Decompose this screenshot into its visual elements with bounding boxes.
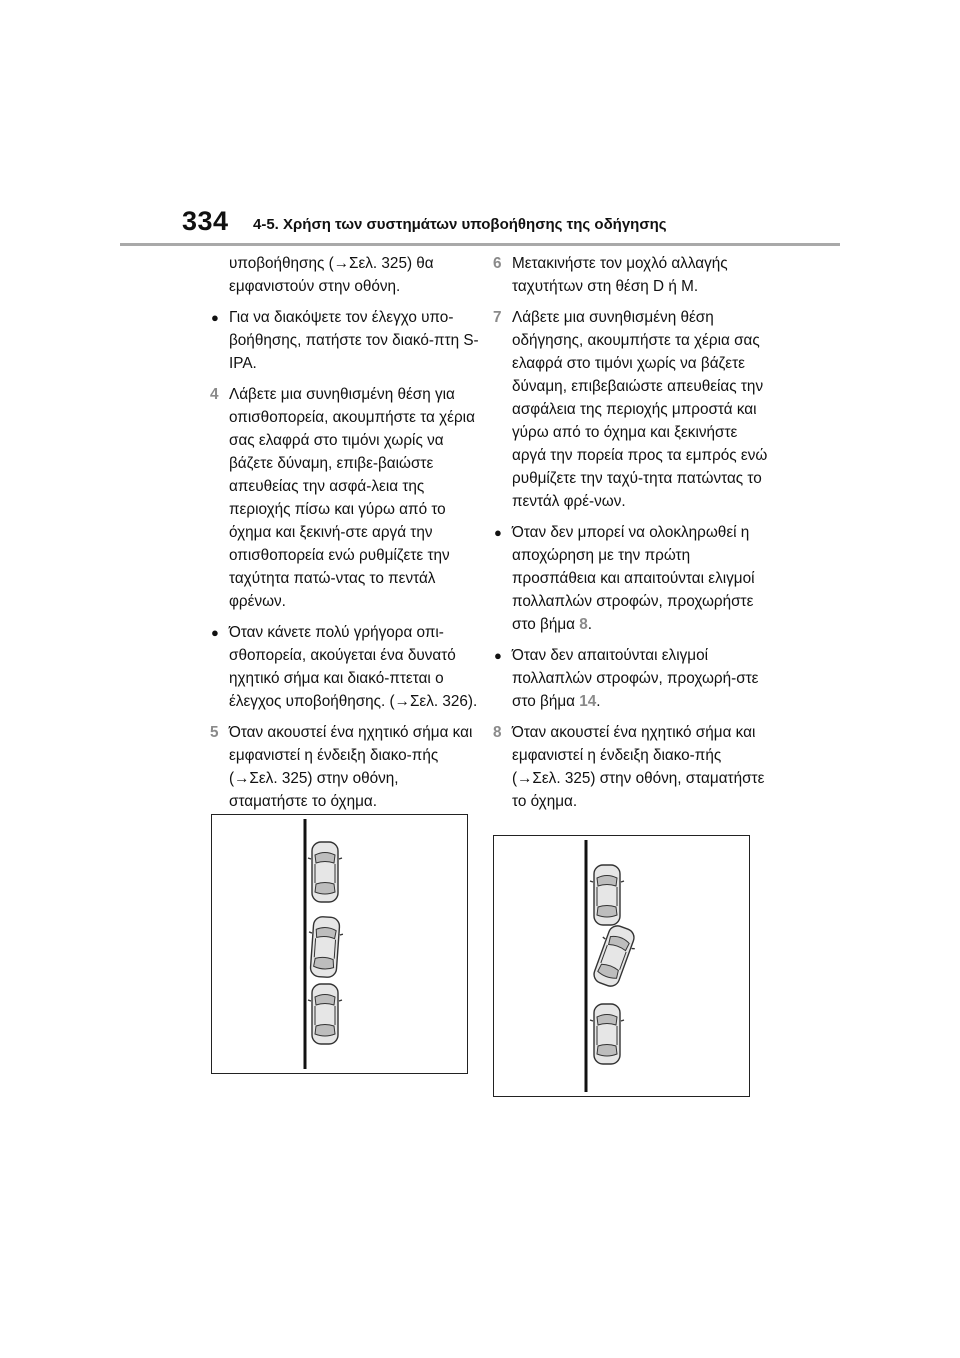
page-reference-arrow: → [234, 770, 250, 787]
step-4: 4 Λάβετε μια συνηθισμένη θέση για οπισθοπορεία, ακουμπήστε τα χέρια σας ελαφρά στο τιμόνι χωρίς να βάζετε δύναμη, επιβε-βαιώστε απευθείας την ασφά-λεια της περιοχής πίσω και γύρω από το όχημα και ξεκινή-στε αργά την οπισθοπορεία ενώ ρυθμίζετε την ταχύτητα πατώ-ντας το πεντάλ φρένων. [200, 383, 480, 613]
parked-car-rear [590, 1004, 624, 1064]
step-7: 7 Λάβετε μια συνηθισμένη θέση οδήγησης, ακουμπήστε τα χέρια σας ελαφρά στο τιμόνι χωρίς να βάζετε δύναμη, επιβεβαιώστε απευθείας την ασφάλεια της περιοχής μπροστά και γύρω από το όχημα και ξεκινήστε αργά την πορεία προς τα εμπρός ενώ ρυθμίζετε την ταχύ-τητα πατώντας το πεντάλ φρέ-νων. [483, 306, 773, 513]
note-bullet-2: ● Όταν κάνετε πολύ γρήγορα οπι-σθοπορεία, ακούγεται ένα δυνατό ηχητικό σήμα και διακό-πτεται ο έλεγχος υποβοήθησης. (→Σελ. 326). [200, 621, 480, 713]
bullet-dot-icon: ● [211, 310, 219, 325]
own-vehicle [588, 922, 640, 990]
parked-car-front [308, 842, 342, 902]
step-number: 7 [493, 309, 502, 326]
step-reference: 14 [579, 693, 597, 710]
right-column [483, 252, 773, 821]
note-bullet-4: ● Όταν δεν απαιτούνται ελιγμοί πολλαπλών στροφών, προχωρή-στε στο βήμα 14. [483, 644, 773, 713]
illustration-canvas [212, 815, 467, 1073]
page-reference-arrow: → [517, 770, 533, 787]
step-8: 8 Όταν ακουστεί ένα ηχητικό σήμα και εμφανιστεί η ένδειξη διακο-πής (→Σελ. 325) στην οθόνη, σταματήστε το όχημα. [483, 721, 773, 813]
step-number: 6 [493, 255, 502, 272]
parallel-exit-reverse-illustration [211, 814, 468, 1074]
step-number: 4 [210, 386, 219, 403]
header-divider [120, 243, 840, 246]
page-reference-arrow: → [394, 693, 410, 710]
parked-car-rear [308, 984, 342, 1044]
page-number: 334 [182, 206, 229, 236]
note-bullet-1: ● Για να διακόψετε τον έλεγχο υπο-βοήθησης, πατήστε τον διακό-πτη S-IPA. [200, 306, 480, 375]
illustration-canvas [494, 836, 749, 1096]
bullet-dot-icon: ● [494, 525, 502, 540]
parallel-exit-forward-illustration [493, 835, 750, 1097]
step-number: 5 [210, 724, 219, 741]
note-bullet-3: ● Όταν δεν μπορεί να ολοκληρωθεί η αποχώρηση με την πρώτη προσπάθεια και απαιτούνται ελιγμοί πολλαπλών στροφών, προχωρήστε στο βήμα 8. [483, 521, 773, 636]
bullet-dot-icon: ● [494, 648, 502, 663]
parked-car-front [590, 865, 624, 925]
step-reference: 8 [579, 616, 588, 633]
step-6: 6 Μετακινήστε τον μοχλό αλλαγής ταχυτήτων στη θέση D ή M. [483, 252, 773, 298]
own-vehicle [306, 916, 344, 978]
continuation-paragraph: υποβοήθησης (→Σελ. 325) θα εμφανιστούν στην οθόνη. [229, 255, 434, 295]
step-number: 8 [493, 724, 502, 741]
step-5: 5 Όταν ακουστεί ένα ηχητικό σήμα και εμφανιστεί η ένδειξη διακο-πής (→Σελ. 325) στην οθόνη, σταματήστε το όχημα. [200, 721, 480, 813]
bullet-dot-icon: ● [211, 625, 219, 640]
left-column [200, 252, 480, 821]
section-title: 4-5. Χρήση των συστημάτων υποβοήθησης της οδήγησης [253, 216, 667, 233]
page-reference-arrow: → [333, 255, 349, 272]
